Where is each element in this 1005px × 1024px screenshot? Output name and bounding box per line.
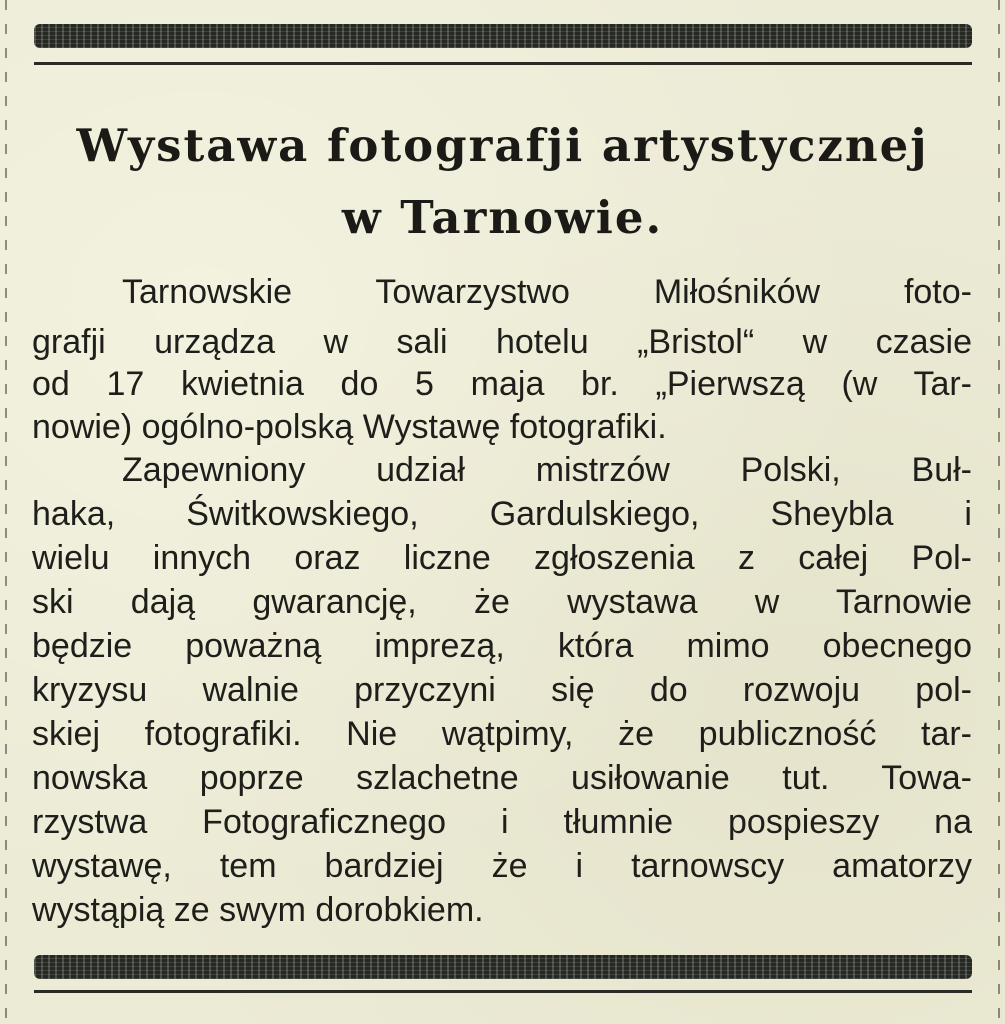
bottom-decorative-rule	[34, 955, 972, 979]
paragraph-2-line-9: rzystwa Fotograficznego i tłumnie pospieszy na	[32, 803, 972, 841]
paragraph-1-line-3: od 17 kwietnia do 5 maja br. „Pierwszą (w Tar-	[32, 365, 972, 403]
paragraph-2-line-4: ski dają gwarancję, że wystawa w Tarnowie	[32, 583, 972, 621]
paragraph-2-line-5: będzie poważną imprezą, która mimo obecnego	[32, 627, 972, 665]
paragraph-2-line-10: wystawę, tem bardziej że i tarnowscy amatorzy	[32, 847, 972, 885]
paragraph-1-line-1: Tarnowskie Towarzystwo Miłośników foto-	[122, 273, 972, 311]
paragraph-2-line-3: wielu innych oraz liczne zgłoszenia z całej Pol-	[32, 539, 972, 577]
headline-line-2: w Tarnowie.	[341, 191, 664, 244]
paragraph-1-line-4: nowie) ogólno-polską Wystawę fotografiki.	[32, 408, 667, 446]
top-thin-rule	[34, 62, 972, 65]
paragraph-2-line-2: haka, Świtkowskiego, Gardulskiego, Sheybla i	[32, 495, 972, 533]
paragraph-2-line-6: kryzysu walnie przyczyni się do rozwoju pol-	[32, 671, 972, 709]
paragraph-2-line-7: skiej fotografiki. Nie wątpimy, że publiczność tar-	[32, 715, 972, 753]
paragraph-2-line-11: wystąpią ze swym dorobkiem.	[32, 891, 484, 929]
paragraph-2-line-1: Zapewniony udział mistrzów Polski, Buł-	[122, 451, 972, 489]
paragraph-1-line-2: grafji urządza w sali hotelu „Bristol“ w czasie	[32, 323, 972, 361]
top-decorative-rule	[34, 24, 972, 48]
paragraph-2-line-8: nowska poprze szlachetne usiłowanie tut. Towa-	[32, 759, 972, 797]
bottom-thin-rule	[34, 990, 972, 993]
headline-line-1: Wystawa fotografji artystycznej	[76, 119, 929, 172]
